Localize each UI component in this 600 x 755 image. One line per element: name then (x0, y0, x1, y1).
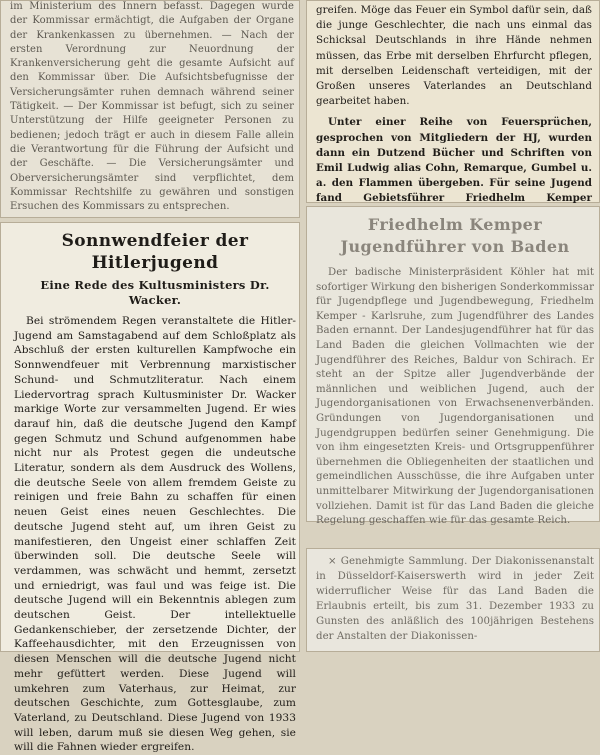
article-headline: Friedhelm Kemper Jugendführer von Baden (340, 215, 570, 256)
clipping-sonnwendfeier (0, 222, 300, 754)
article-headline: Sonnwendfeier der Hitlerjugend (61, 231, 249, 273)
clipping-feuersprueche (306, 0, 600, 203)
clipping-genehmigte-sammlung (306, 548, 600, 652)
article-paragraph: × Genehmigte Sammlung. Der Diakonissenanstalt in Düsseldorf-Kaiserswerth wird in jeder Zeit widerruflicher Weise für das Land Baden die Erlaubnis erteilt, bis zum 31. Dezember 1933 zu Gunsten des anläßlich des 100jährigen Bestehens der Anstalten der Diakonissen- (316, 556, 594, 642)
article-subheadline: Eine Rede des Kultusministers Dr. Wacker. (40, 278, 270, 307)
clipping-krankenversicherung (0, 0, 300, 218)
clipping-kemper-jugendfuehrer (306, 206, 600, 527)
article-paragraph: Der badische Ministerpräsident Köhler hat mit sofortiger Wirkung den bisherigen Sonderkommissar für Jugendpflege und Jugendbewegung, Friedhelm Kemper - Karlsruhe, zum Jugendführer des Landes Baden ernannt. Der Landesjugendführer hat für das Land Baden die gleichen Vollmachten wie der Jugendführer des Reiches, Baldur von Schirach. Er steht an der Spitze aller Jugendverbände der männlichen und weiblichen Jugend, auch der Jugendorganisationen von Erwachsenenverbänden. Gründungen von Jugendorganisationen und Jugendgruppen bedürfen seiner Genehmigung. Die von ihm eingesetzten Kreis- und Ortsgruppenführer übernehmen die Obliegenheiten der staatlichen und gemeindlichen Ausschüsse, die ihre Aufgaben unter unmittelbarer Mitwirkung der Jugendorganisationen vollziehen. Damit ist für das Land Baden die gleiche Regelung geschaffen wie für das gesamte Reich. (316, 267, 594, 527)
article-paragraph-bold: Unter einer Reihe von Feuersprüchen, gesprochen von Mitgliedern der HJ, wurden dann ein Dutzend Bücher und Schriften von Emil Ludwig alias Cohn, Remarque, Gumbel u. a. den Flammen übergeben. Für seine Jugend fand Gebietsführer Friedhelm Kemper (316, 116, 592, 205)
article-paragraph: im Ministerium des Innern befasst. Dagegen wurde der Kommissar ermächtigt, die Aufgaben der Organe der Krankenkassen zu übernehmen. — Nach der ersten Verordnung zur Neuordnung der Krankenversicherung geht die gesamte Aufsicht auf den Kommissar über. Die Aufsichtsbefugnisse der Versicherungsämter ruhen demnach während seiner Tätigkeit. — Der Kommissar ist befugt, sich zu seiner Unterstützung der Hilfe geeigneter Personen zu bedienen; jedoch trägt er auch in diesem Falle allein die Verantwortung für die Führung der Aufsicht und der Geschäfte. — Die Versicherungsämter und Oberversicherungsämter sind verpflichtet, dem Kommissar Rechtshilfe zu gewähren und sonstigen Ersuchen des Kommissars zu entsprechen. (10, 1, 294, 213)
article-paragraph: Bei strömendem Regen veranstaltete die Hitler-Jugend am Samstagabend auf dem Schloßplatz als Abschluß der ersten kulturellen Kampfwoche ein Sonnwendfeuer mit Verbrennung marxistischer Schund- und Schmutzliteratur. Nach einem Liedervortrag sprach Kultusminister Dr. Wacker markige Worte zur versammelten Jugend. Er wies darauf hin, daß die deutsche Jugend den Kampf gegen Schmutz und Schund aufgenommen habe nicht nur als Protest gegen die undeutsche Literatur, sondern als dem Ausdruck des Wollens, die deutsche Seele von allem fremdem Geiste zu reinigen und freie Bahn zu schaffen für einen neuen Geist eines neuen Geschlechtes. Die deutsche Jugend steht auf, um ihren Geist zu manifestieren, den Ungeist einer schlaffen Zeit überwinden soll. Die deutsche Seele will verdammen, was schwächt und hemmt, zersetzt und erniedrigt, was faul und was feige ist. Die deutsche Jugend will ein Bekenntnis ablegen zum deutschen Geist. Der intellektuelle Gedankenschieber, der zersetzende Dichter, der Kaffeehausdichter, mit den Erzeugnissen von diesen Menschen will die deutsche Jugend nicht mehr gefüttert werden. Diese Jugend will umkehren zum Vaterhaus, zur Heimat, zur deutschen Geschichte, zum Gottesglaube, zum Vaterland, zu Deutschland. Diese Jugend von 1933 will leben, darum muß sie diesen Weg gehen, sie will die Fahnen wieder ergreifen. (14, 315, 296, 754)
article-paragraph: greifen. Möge das Feuer ein Symbol dafür sein, daß die junge Geschlechter, die nach uns einmal das Schicksal Deutschlands in ihre Hände nehmen müssen, das Erbe mit derselben Ehrfurcht pflegen, mit derselben Leidenschaft verteidigen, mit der Großen unseres Vaterlandes an Deutschland gearbeitet haben. (316, 4, 592, 108)
